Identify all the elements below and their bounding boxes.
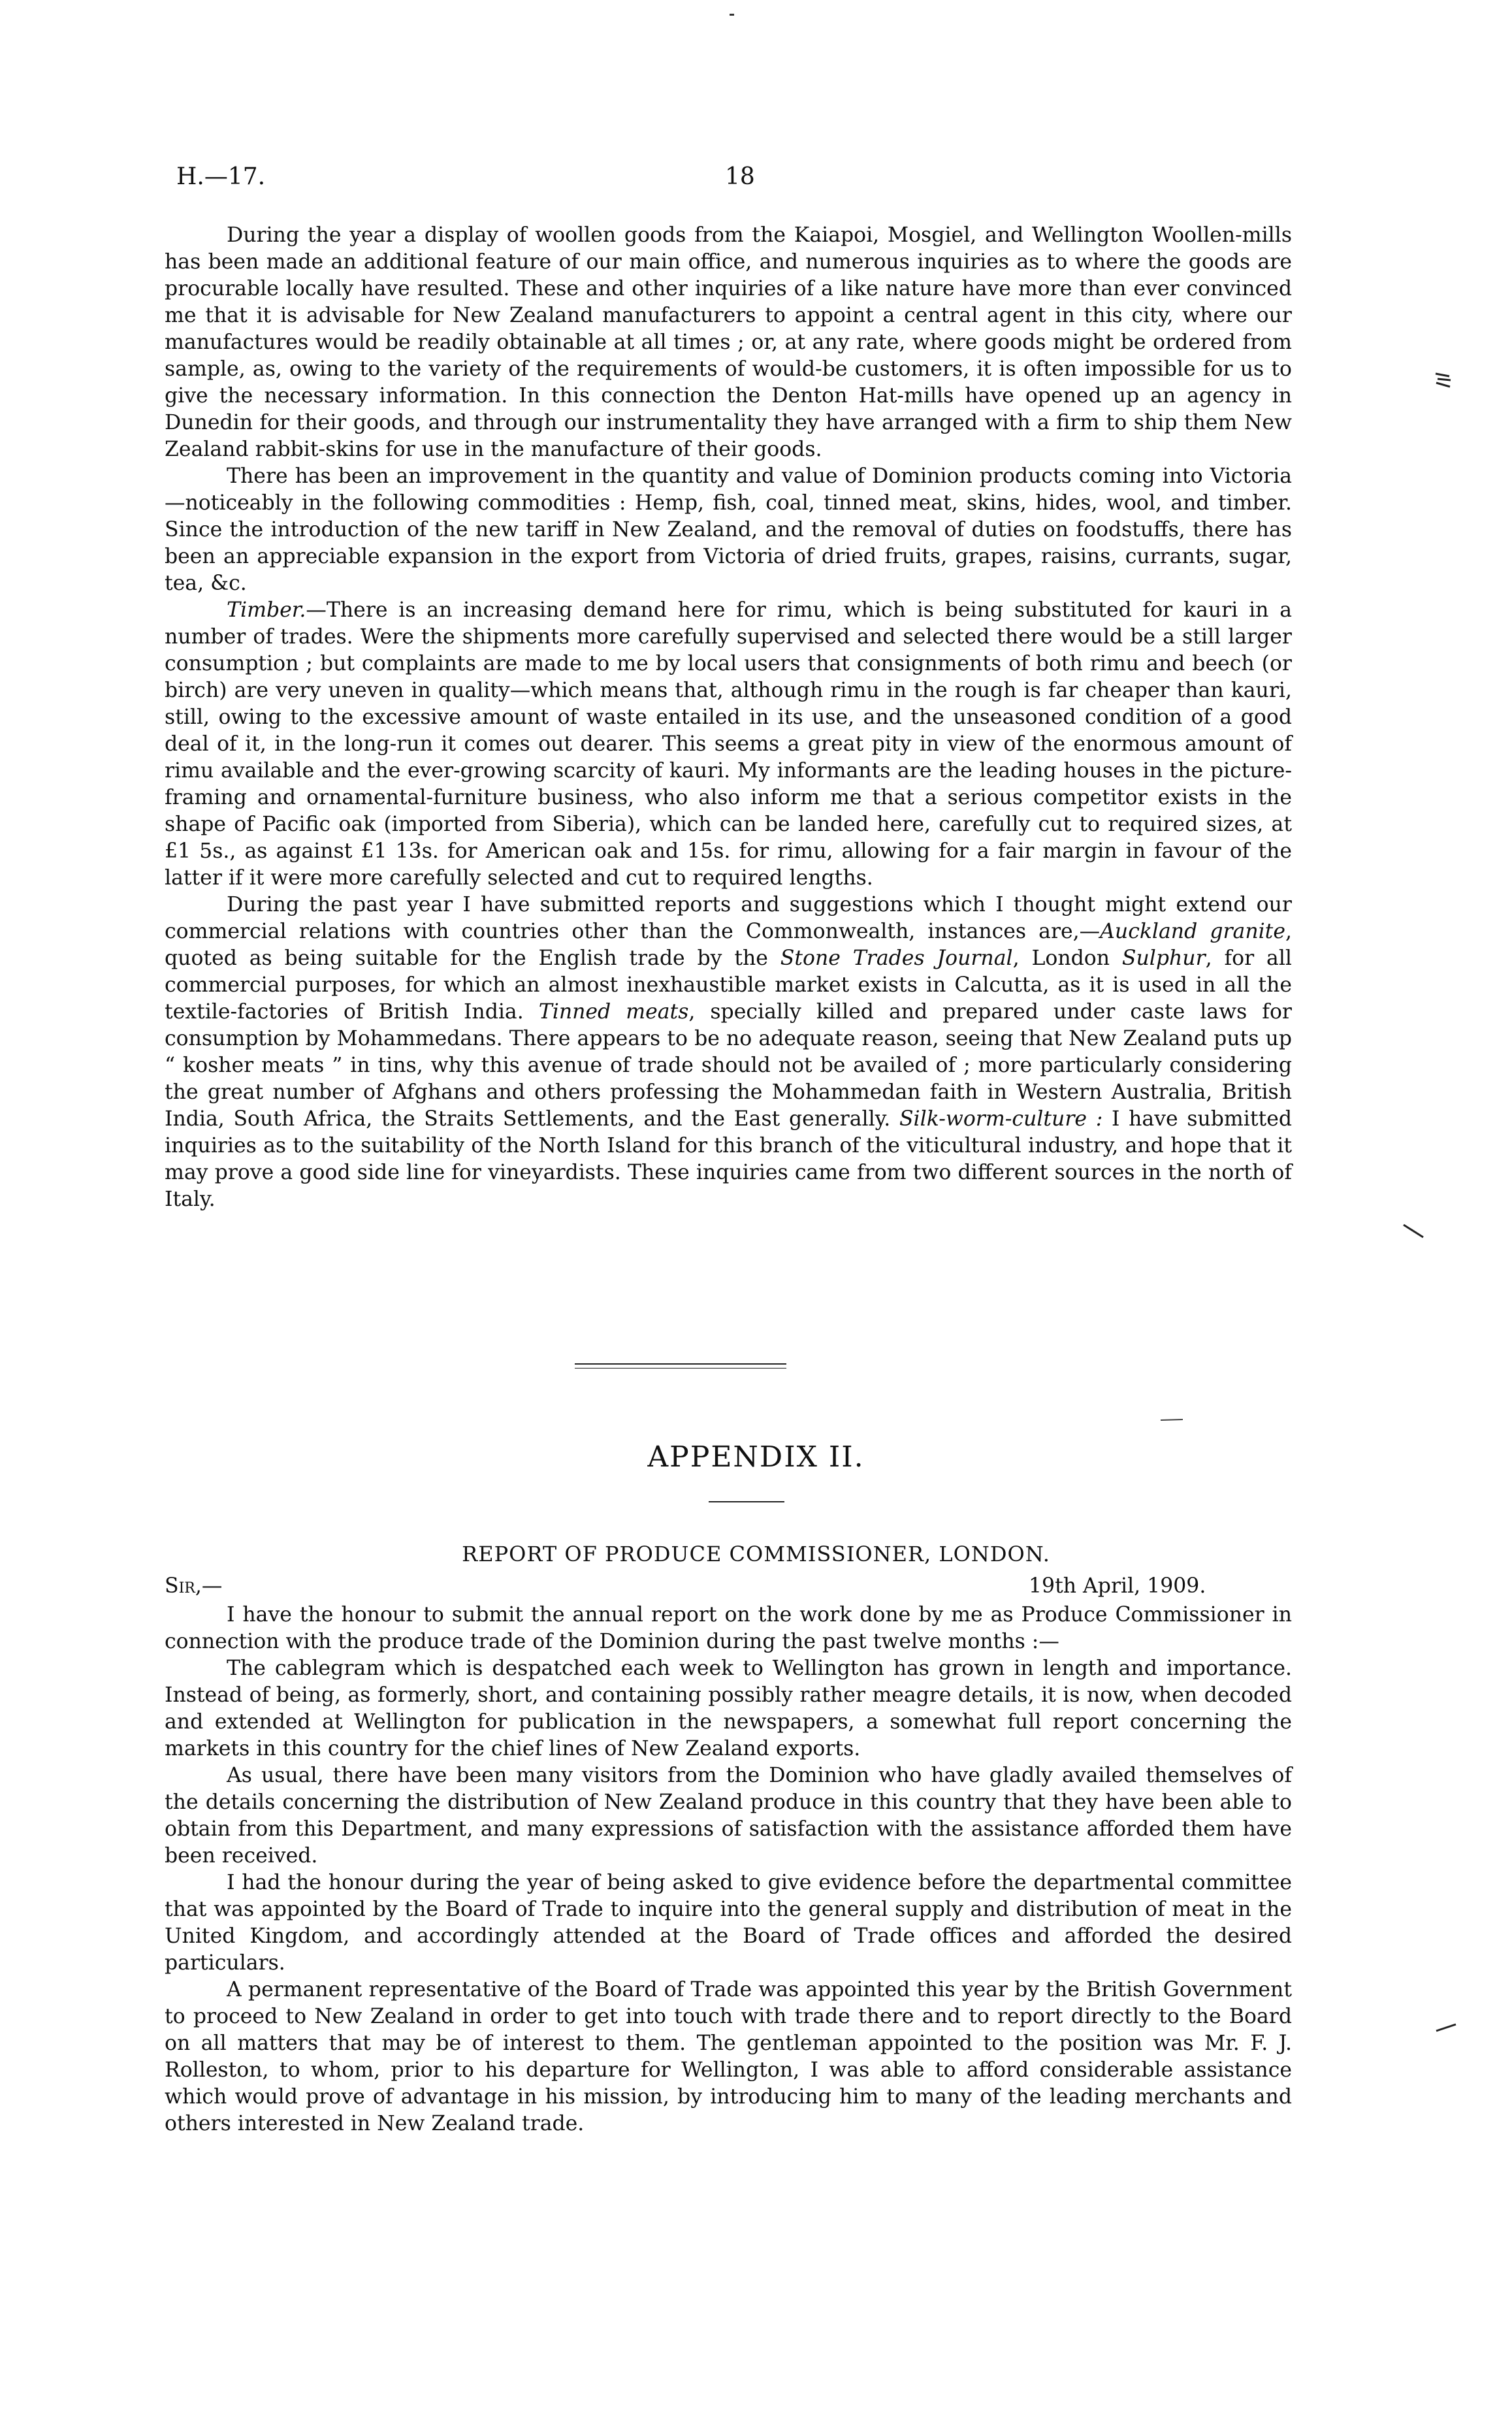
italic-term: Tinned meats <box>538 1000 689 1024</box>
paragraph-woollen-goods: During the year a display of woollen goods from the Kaiapoi, Mosgiel, and Wellington Woollen-mills has been made an additional feature of our main office, and numerous inquiries as to where the goods are procurable locally have resulted. These and other inquiries of a like nature have more than ever convinced me that it is advisable for New Zealand manufacturers to appoint a central agent in this city, where our manufactures would be readily obtainable at all times ; or, at any rate, where goods might be ordered from sample, as, owing to the variety of the requirements of would-be customers, it is often impossible for us to give the necessary information. In this connection the Denton Hat-mills have opened up an agency in Dunedin for their goods, and through our instrumentality they have arranged with a firm to ship them New Zealand rabbit-skins for use in the manufacture of their goods. <box>165 223 1292 461</box>
scan-artifact <box>1401 1222 1427 1241</box>
paragraph-timber <box>165 597 1292 892</box>
appendix-title: APPENDIX II. <box>647 1440 865 1474</box>
title-rule <box>709 1501 784 1502</box>
salutation: Sir,— <box>165 1574 223 1598</box>
italic-term: Stone Trades Journal <box>780 947 1013 970</box>
paragraph-text: , quoted as being suitable for the English trade by the <box>165 920 1293 970</box>
letter-date: 19th April, 1909. <box>1029 1574 1206 1598</box>
paragraph-text: I have submitted inquiries as to the suitability of the North Island for this branch of the viticultural industry, and hope that it may prove a good side line for vineyardists. These inquiries came from two different sources in the north of Italy. <box>165 1107 1292 1211</box>
paragraph-dominion-products: There has been an improvement in the quantity and value of Dominion products coming into Victoria—noticeably in the following commodities : Hemp, fish, coal, tinned meat, skins, hides, wool, and timber. Since the introduction of the new tariff in New Zealand, and the removal of duties on foodstuffs, there has been an appreciable expansion in the export from Victoria of dried fruits, grapes, raisins, currants, sugar, tea, &c. <box>165 464 1292 595</box>
section-produce-report <box>165 1602 1292 2137</box>
scan-artifact <box>1434 2022 1460 2035</box>
paragraph-visitors: As usual, there have been many visitors from the Dominion who have gladly availed themselves of the details concerning the distribution of New Zealand produce in this country that they have been able to obtain from this Department, and many expressions of satisfaction with the assistance afforded them have been received. <box>165 1764 1292 1868</box>
paragraph-cablegram: The cablegram which is despatched each week to Wellington has grown in length and importance. Instead of being, as formerly, short, and containing possibly rather meagre details, it is now, when decoded and extended at Wellington for publication in the newspapers, a somewhat full report concerning the markets in this country for the chief lines of New Zealand exports. <box>165 1657 1292 1760</box>
scan-artifact <box>1159 1418 1185 1423</box>
scan-artifact <box>728 12 736 18</box>
section-divider <box>575 1363 786 1365</box>
italic-term: Silk-worm-culture : <box>899 1107 1103 1131</box>
paragraph-annual-report: I have the honour to submit the annual report on the work done by me as Produce Commissioner in connection with the produce trade of the Dominion during the past twelve months :— <box>165 1603 1292 1653</box>
timber-text: —There is an increasing demand here for rimu, which is being substituted for kauri in a number of trades. Were the shipments more carefully supervised and selected there would be a still larger consumption ; but complaints are made to me by local users that consignments of both rimu and beech (or birch) are very uneven in quality—which means that, although rimu in the rough is far cheaper than kauri, still, owing to the excessive amount of waste entailed in its use, and the unseasoned condition of a good deal of it, in the long-run it comes out dearer. This seems a great pity in view of the enormous amount of rimu available and the ever-growing scarcity of kauri. My informants are the leading houses in the picture-framing and ornamental-furniture business, who also inform me that a serious competitor exists in the shape of Pacific oak (imported from Siberia), which can be landed here, carefully cut to required sizes, at £1 5s., as against £1 13s. for American oak and 15s. for rimu, allowing for a fair margin in favour of the latter if it were more carefully selected and cut to required lengths. <box>165 598 1292 890</box>
section-trade-report <box>165 222 1292 1213</box>
paragraph-committee: I had the honour during the year of being asked to give evidence before the departmental committee that was appointed by the Board of Trade to inquire into the general supply and distribution of meat in the United Kingdom, and accordingly attended at the Board of Trade offices and afforded the desired particulars. <box>165 1871 1292 1975</box>
paragraph-board-of-trade: A permanent representative of the Board of Trade was appointed this year by the British Government to proceed to New Zealand in order to get into touch with trade there and to report directly to the Board on all matters that may be of interest to them. The gentleman appointed to the position was Mr. F. J. Rolleston, to whom, prior to his departure for Wellington, I was able to afford considerable assistance which would prove of advantage in his mission, by introducing him to many of the leading merchants and others interested in New Zealand trade. <box>165 1978 1292 2135</box>
paragraph-text: , specially killed and prepared under caste laws for consumption by Mohammedans. There appears to be no adequate reason, seeing that New Zealand puts up “ kosher meats ” in tins, why this avenue of trade should not be availed of ; more particularly considering the great number of Afghans and others professing the Mohammedan faith in Western Australia, British India, South Africa, the Straits Settlements, and the East generally. <box>165 1000 1292 1131</box>
section-divider-thin <box>575 1368 786 1369</box>
report-title: REPORT OF PRODUCE COMMISSIONER, LONDON. <box>462 1542 1050 1566</box>
timber-heading: Timber. <box>227 598 306 622</box>
page-header <box>176 163 1247 203</box>
italic-term: Sulphur <box>1121 947 1206 970</box>
page-number: 18 <box>725 163 755 190</box>
italic-term: Auckland granite <box>1100 920 1285 943</box>
document-reference: H.—17. <box>176 163 266 190</box>
paragraph-commercial-relations <box>165 892 1292 1213</box>
paragraph-text: , for all commercial purposes, for which an almost inexhaustible market exists in Calcutta, as it is used in all the textile-factories of British India. <box>165 947 1292 1024</box>
scan-artifact <box>1434 370 1453 389</box>
paragraph-text: , London <box>1012 947 1122 970</box>
paragraph-text: During the past year I have submitted reports and suggestions which I thought might extend our commercial relations with countries other than the Commonwealth, instances are,— <box>165 893 1292 943</box>
